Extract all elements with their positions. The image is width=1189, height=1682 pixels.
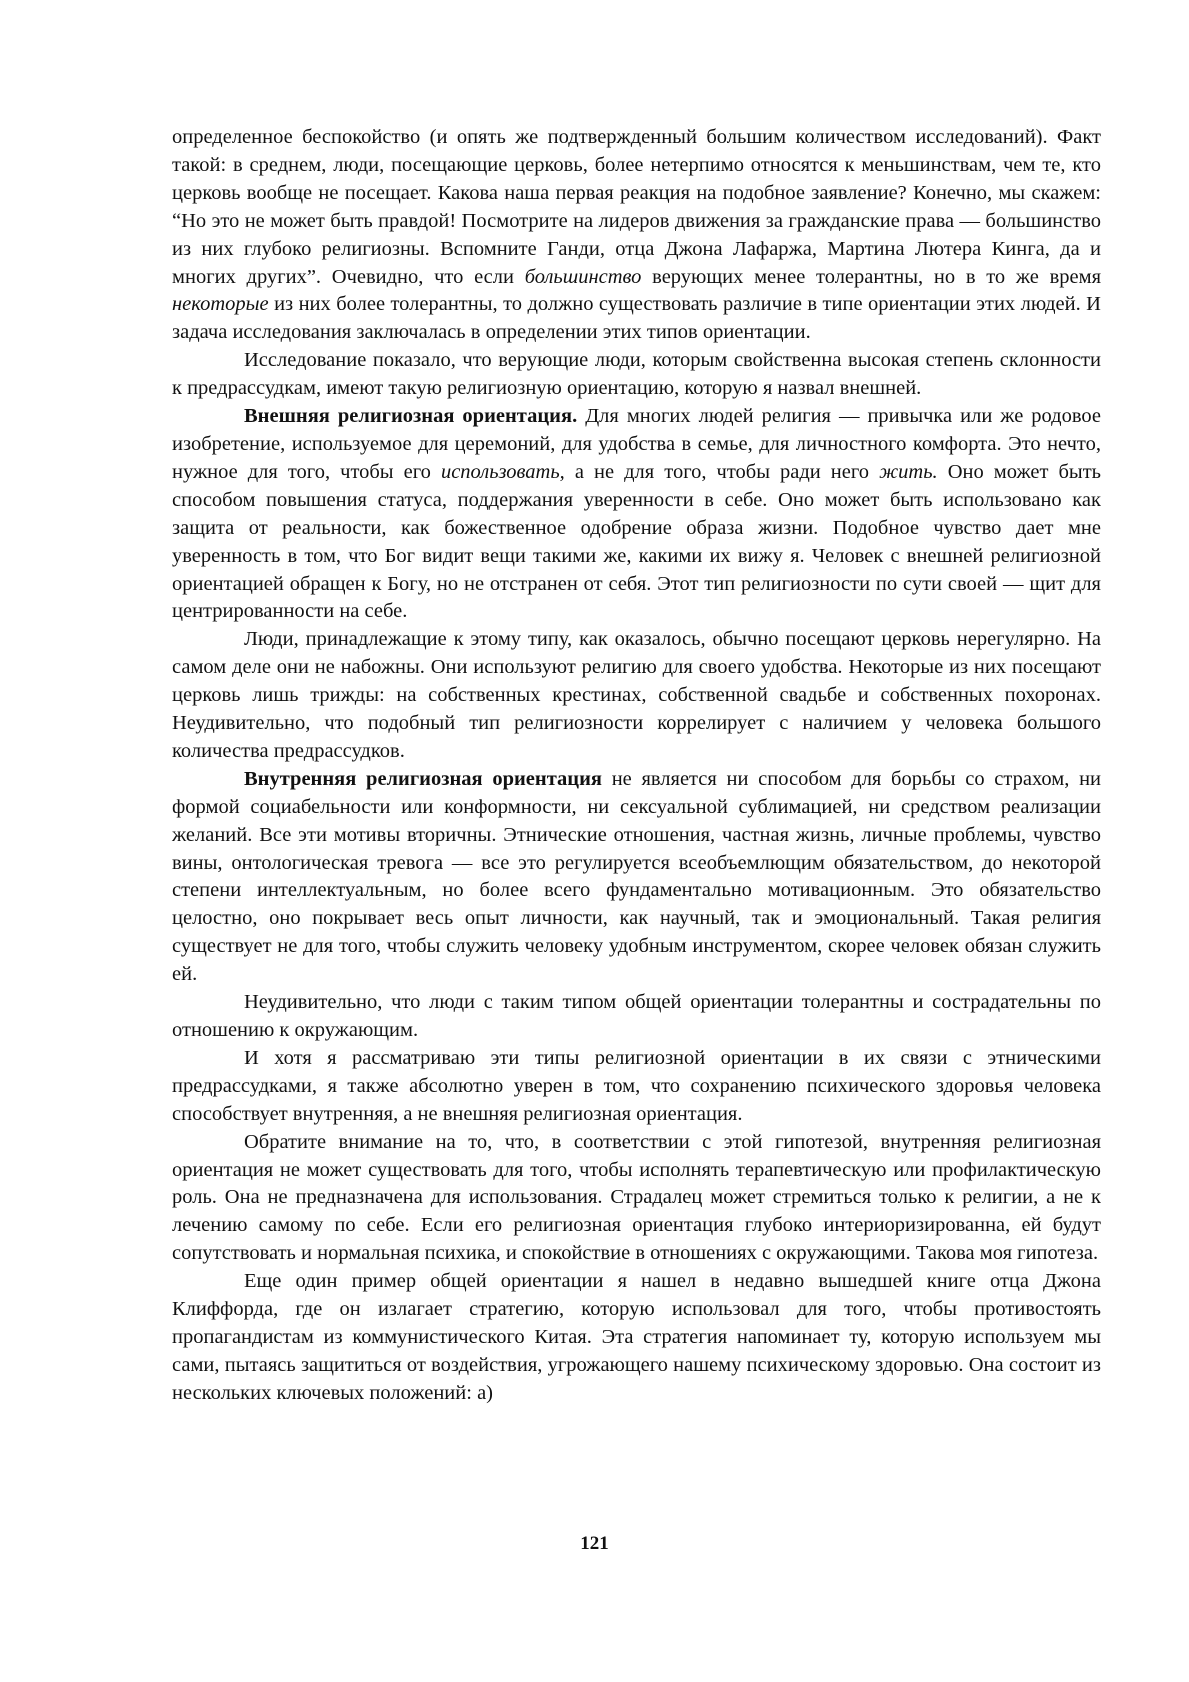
heading-intrinsic-orientation: Внутренняя религиозная ориентация [244,767,602,790]
paragraph-3-italic-use: использовать, [440,460,565,483]
paragraph-9: Еще один пример общей ориентации я нашел в недавно вышедшей книге отца Джона Клиффорда, где он излагает стратегию, которую использовал для того, чтобы противостоять пропагандистам из коммунистического Китая. Эта стратегия напоминает ту, которую используем мы сами, пытаясь защититься от воздействия, угрожающего нашему психическому здоровью. Она состоит из нескольких ключевых положений: а) [172,1270,1101,1404]
paragraph-1-text-a: определенное беспокойство (и опять же подтвержденный большим количеством исследований). Факт такой: в среднем, люди, посещающие церковь, более нетерпимо относятся к меньшинствам, чем те, кто церковь вообще не посещает. Какова наша первая реакция на подобное заявление? Конечно, мы скажем: “Но это не может быть правдой! Посмотрите на лидеров движения за гражданские права — большинство из них глубоко религиозны. Вспомните Ганди, отца Джона Лафаржа, Мартина Лютера Кинга, да и многих других”. Очевидно, что если [172,126,1101,288]
paragraph-2: Исследование показало, что верующие люди, которым свойственна высокая степень склонности к предрассудкам, имеют такую религиозную ориентацию, которую я назвал внешней. [172,349,1101,400]
paragraph-3 [172,403,1101,626]
paragraph-8: Обратите внимание на то, что, в соответствии с этой гипотезой, внутренняя религиозная ориентация не может существовать для того, чтобы исполнять терапевтическую или профилактическую роль. Она не предназначена для использования. Страдалец может стремиться только к религии, а не к лечению самому по себе. Если его религиозная ориентация глубоко интериоризированна, ей будут сопутствовать и нормальная психика, и спокойствие в отношениях с окружающими. Такова моя гипотеза. [172,1130,1101,1265]
heading-extrinsic-orientation: Внешняя религиозная ориентация. [244,405,578,428]
paragraph-4: Люди, принадлежащие к этому типу, как оказалось, обычно посещают церковь нерегулярно. На самом деле они не набожны. Они используют религию для своего удобства. Некоторые из них посещают церковь лишь трижды: на собственных крестинах, собственной свадьбе и собственных похоронах. Неудивительно, что подобный тип религиозности коррелирует с наличием у человека большого количества предрассудков. [172,628,1101,762]
paragraph-6: Неудивительно, что люди с таким типом общей ориентации толерантны и сострадательны по отношению к окружающим. [172,991,1101,1041]
paragraph-7: И хотя я рассматриваю эти типы религиозной ориентации в их связи с этническими предрассудками, я также абсолютно уверен в том, что сохранению психического здоровья человека способствует внутренняя, а не внешняя религиозная ориентация. [172,1046,1101,1125]
paragraph-3-text-e: Оно может быть способом повышения статуса, поддержания уверенности в себе. Оно может быть использовано как защита от реальности, как божественное одобрение образа жизни. Подобное чувство дает мне уверенность в том, что Бог видит вещи такими же, какими их вижу я. Человек с внешней религиозной ориентацией обращен к Богу, но не отстранен от себя. Этот тип религиозности по сути своей — щит для центрированности на себе. [172,460,1102,623]
paragraph-3-text-a: Для многих людей религия — привычка или же родовое изобретение, используемое для церемоний, для удобства в семье, для личностного комфорта. Это нечто, нужное для того, чтобы его [172,405,1101,483]
paragraph-1-italic-some: некоторые [172,293,269,316]
paragraph-3-text-c: а не для того, чтобы ради него [564,460,880,483]
page-number: 121 [580,1533,609,1554]
page-body [172,124,1101,1408]
paragraph-1-italic-majority: большинство [524,265,642,288]
paragraph-5-text-a: не является ни способом для борьбы со страхом, ни формой социабельности или конформности, ни сексуальной сублимацией, ни средством реализации желаний. Все эти мотивы вторичны. Этнические отношения, частная жизнь, личные проблемы, чувство вины, онтологическая тревога — все это регулируется всеобъемлющим обязательством, до некоторой степени интеллектуальным, но более всего фундаментально мотивационным. Это обязательство целостно, оно покрывает весь опыт личности, как научный, так и эмоциональный. Такая религия существует не для того, чтобы служить человеку удобным инструментом, скорее человек обязан служить ей. [172,767,1102,986]
paragraph-3-italic-live: жить. [879,460,938,483]
paragraph-1 [172,124,1101,347]
paragraph-5 [172,766,1101,989]
paragraph-1-text-c: верующих менее толерантны, но в то же время [641,265,1101,288]
paragraph-1-text-e: из них более толерантны, то должно существовать различие в типе ориентации этих людей. И задача исследования заключалась в определении этих типов ориентации. [172,293,1101,344]
